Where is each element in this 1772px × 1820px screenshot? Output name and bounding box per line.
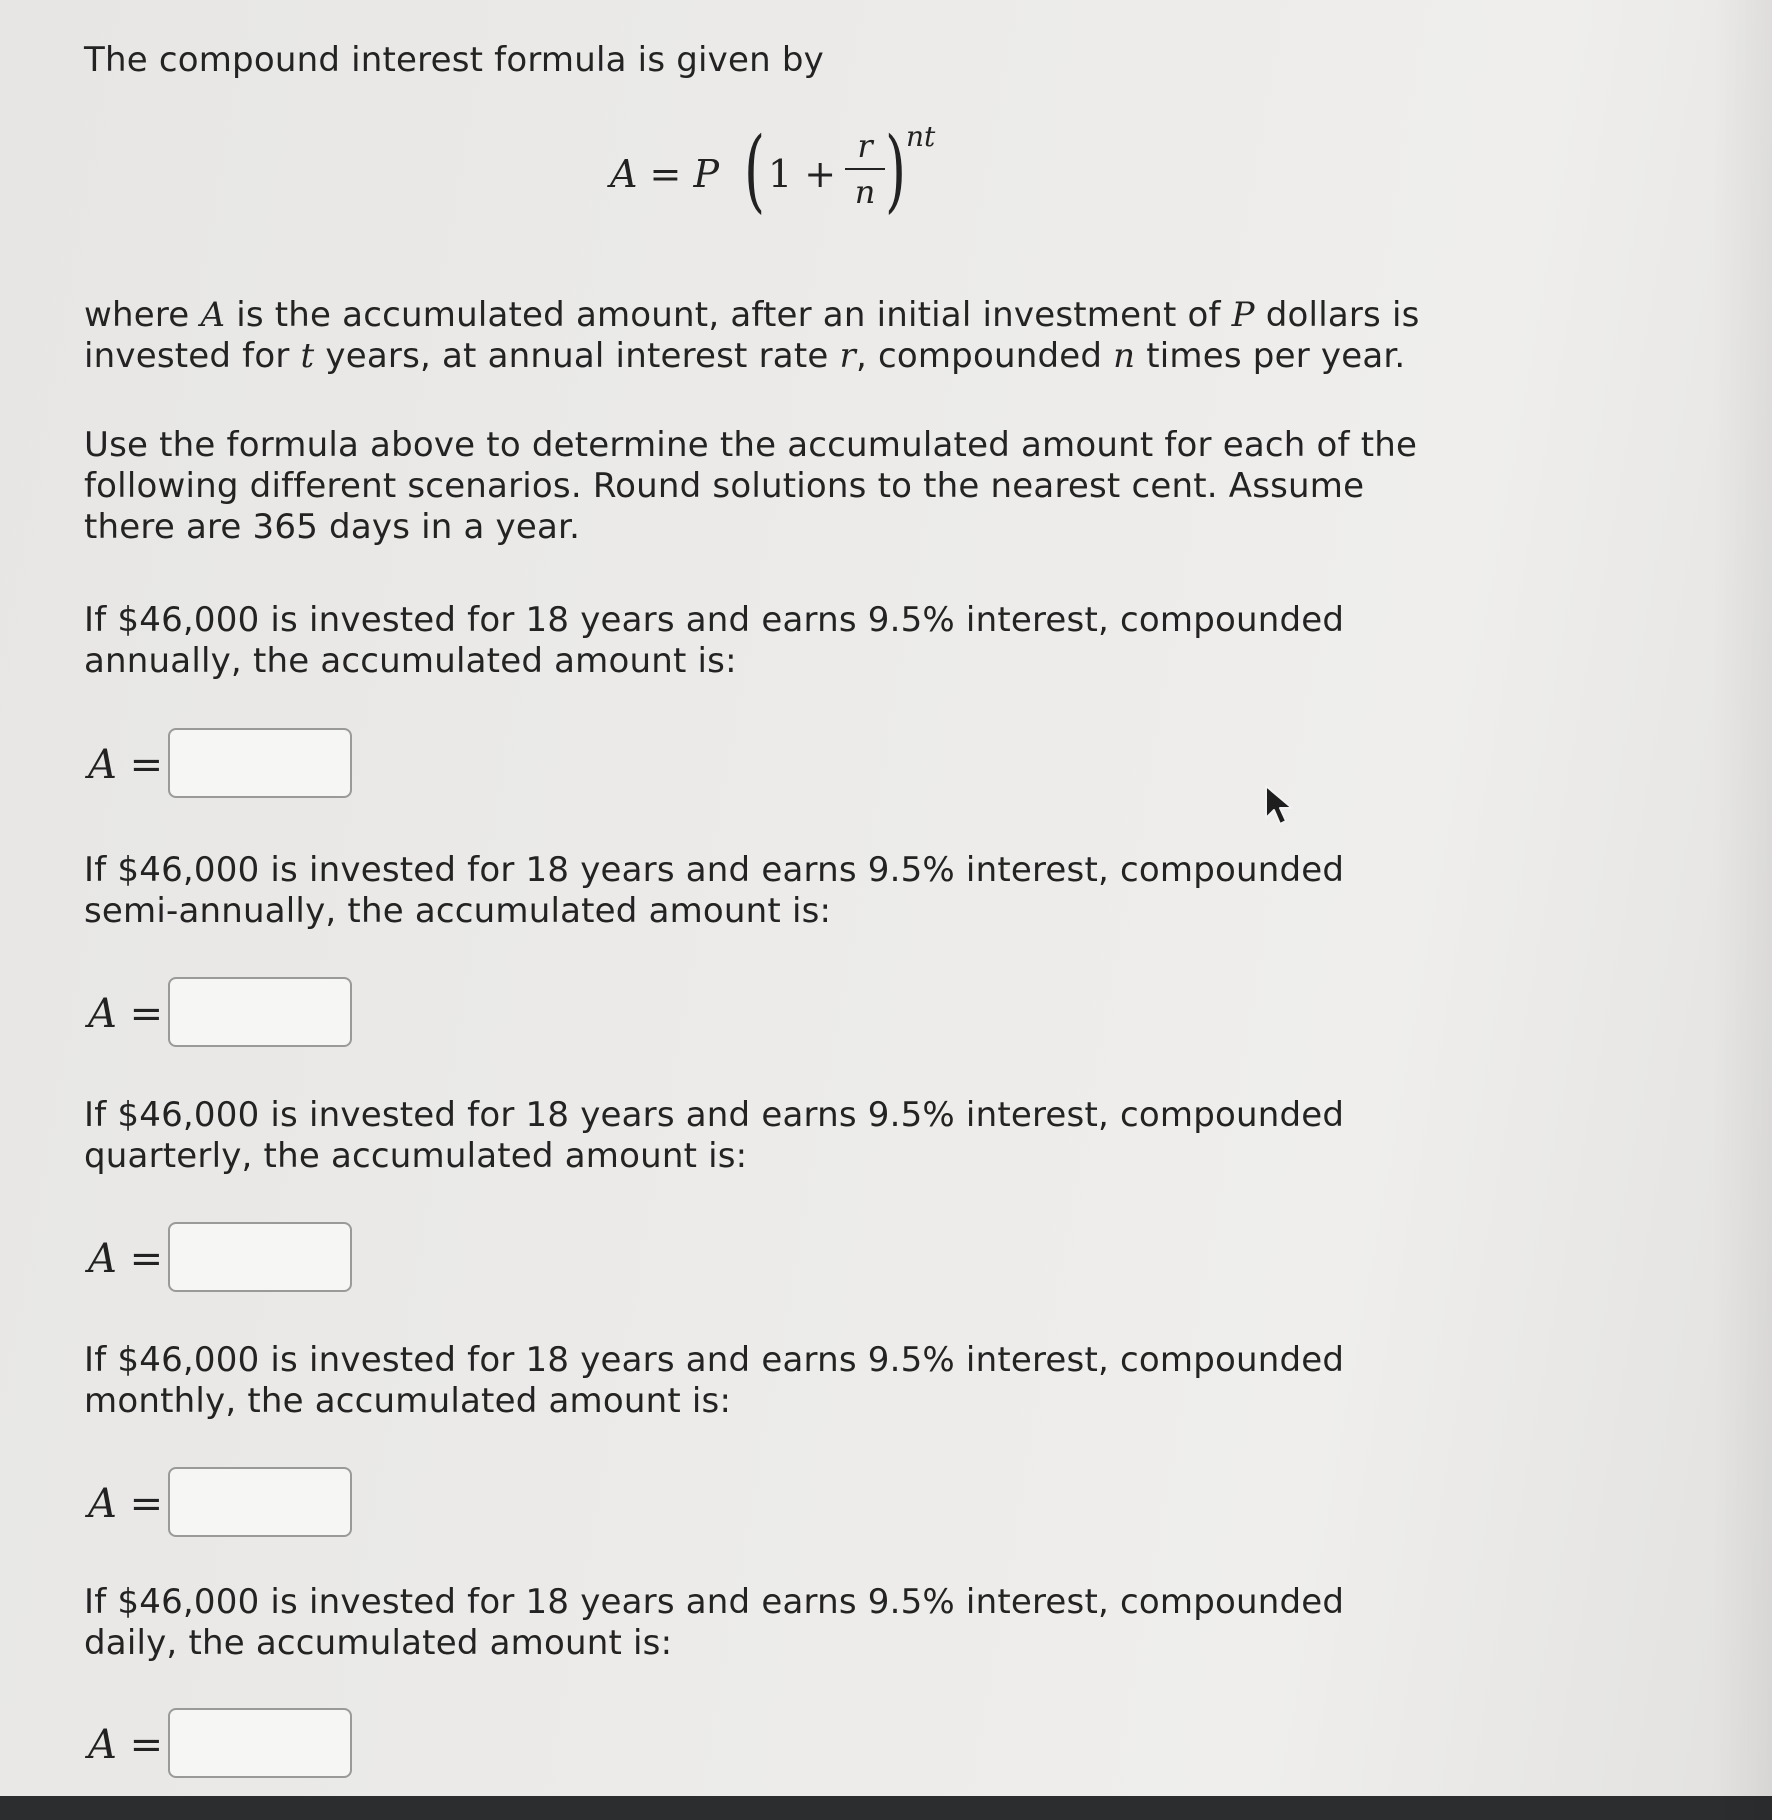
answer-row-monthly	[88, 1467, 388, 1541]
formula-right-paren: )	[885, 118, 907, 223]
screen-bottom-bezel	[0, 1796, 1772, 1820]
formula-lhs: A = P	[610, 152, 720, 196]
formula-fraction-bar	[845, 168, 885, 170]
answer-input-semi-annually[interactable]	[168, 977, 352, 1047]
question-annually: If $46,000 is invested for 18 years and earns 9.5% interest, compounded annually, the accumulated amount is:	[84, 600, 1345, 681]
answer-label: A =	[88, 742, 164, 788]
question-monthly: If $46,000 is invested for 18 years and earns 9.5% interest, compounded monthly, the accumulated amount is:	[84, 1340, 1345, 1421]
answer-row-annually	[88, 728, 388, 802]
answer-input-monthly[interactable]	[168, 1467, 352, 1537]
compound-interest-formula	[610, 120, 1010, 240]
answer-row-daily	[88, 1708, 388, 1782]
answer-input-quarterly[interactable]	[168, 1222, 352, 1292]
answer-label: A =	[88, 991, 164, 1037]
formula-numerator: r	[857, 127, 873, 165]
formula-one-plus: 1 +	[768, 152, 837, 196]
mouse-pointer-icon	[1262, 784, 1298, 828]
question-semi-annually: If $46,000 is invested for 18 years and earns 9.5% interest, compounded semi-annually, the accumulated amount is:	[84, 850, 1345, 931]
instructions-text: Use the formula above to determine the accumulated amount for each of the following different scenarios. Round solutions to the nearest cent. Assume there are 365 days in a year.	[84, 425, 1418, 547]
answer-input-daily[interactable]	[168, 1708, 352, 1778]
answer-row-semi-annually	[88, 977, 388, 1051]
formula-exponent: nt	[906, 120, 936, 153]
formula-fraction	[845, 128, 885, 210]
answer-row-quarterly	[88, 1222, 388, 1296]
answer-label: A =	[88, 1722, 164, 1768]
formula-denominator: n	[854, 173, 876, 211]
answer-label: A =	[88, 1481, 164, 1527]
question-daily: If $46,000 is invested for 18 years and earns 9.5% interest, compounded daily, the accumulated amount is:	[84, 1582, 1345, 1663]
answer-label: A =	[88, 1236, 164, 1282]
variable-definitions: where A is the accumulated amount, after an initial investment of P dollars is invested for t years, at annual interest rate r, compounded n times per year.	[84, 295, 1420, 376]
intro-text: The compound interest formula is given by	[84, 40, 824, 80]
question-quarterly: If $46,000 is invested for 18 years and earns 9.5% interest, compounded quarterly, the accumulated amount is:	[84, 1095, 1345, 1176]
formula-left-paren: (	[744, 118, 766, 223]
answer-input-annually[interactable]	[168, 728, 352, 798]
